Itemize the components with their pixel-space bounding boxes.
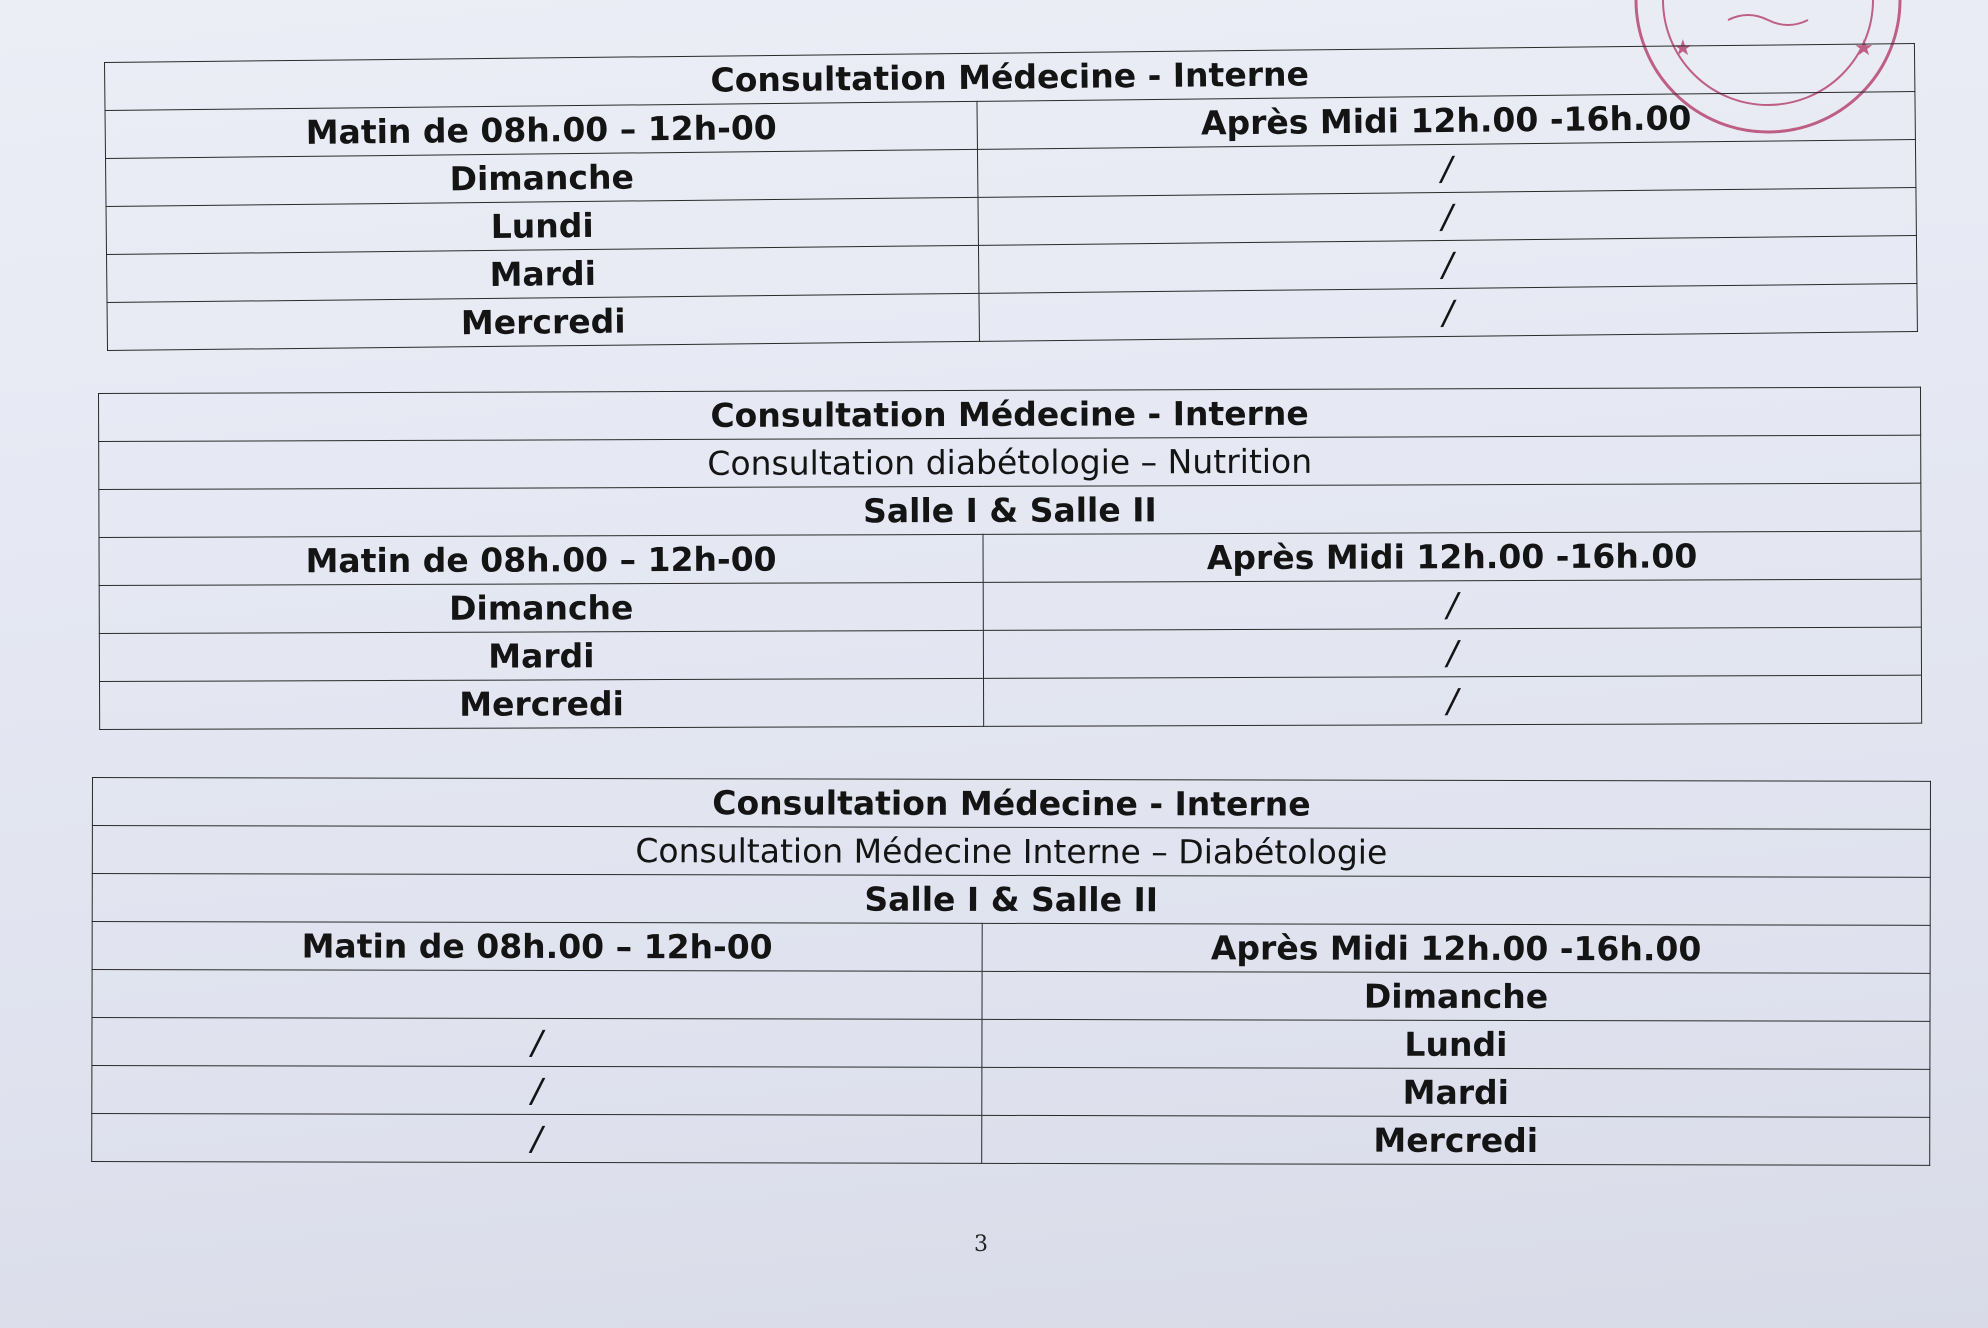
table-row bbox=[99, 627, 1921, 681]
cell-morning bbox=[92, 970, 982, 1020]
cell-morning: Lundi bbox=[106, 197, 978, 254]
header-morning: Matin de 08h.00 – 12h-00 bbox=[105, 101, 977, 158]
table-row bbox=[92, 1066, 1930, 1118]
table-rooms: Salle I & Salle II bbox=[99, 483, 1921, 537]
table-rooms-row bbox=[99, 483, 1921, 537]
table-row bbox=[92, 970, 1930, 1022]
schedule-table-2 bbox=[98, 387, 1922, 730]
cell-morning: Dimanche bbox=[106, 149, 978, 206]
table-header-row bbox=[92, 922, 1930, 974]
svg-text:★: ★ bbox=[1854, 36, 1874, 61]
schedule-table-3 bbox=[91, 777, 1931, 1166]
table-subtitle: Consultation Médecine Interne – Diabétologie bbox=[92, 826, 1930, 878]
header-afternoon: Après Midi 12h.00 -16h.00 bbox=[977, 92, 1915, 150]
table-header-row bbox=[99, 531, 1921, 585]
cell-morning: / bbox=[92, 1066, 982, 1116]
cell-morning: Mercredi bbox=[100, 678, 984, 729]
table-subtitle-row bbox=[92, 826, 1930, 878]
page-number: 3 bbox=[974, 1232, 988, 1257]
cell-afternoon: Lundi bbox=[982, 1019, 1930, 1069]
cell-morning: / bbox=[92, 1114, 982, 1164]
header-afternoon: Après Midi 12h.00 -16h.00 bbox=[983, 531, 1921, 582]
table-subtitle: Consultation diabétologie – Nutrition bbox=[99, 435, 1921, 489]
cell-afternoon: Mardi bbox=[982, 1067, 1930, 1117]
cell-afternoon: / bbox=[984, 675, 1922, 726]
cell-afternoon: Dimanche bbox=[982, 971, 1930, 1021]
header-morning: Matin de 08h.00 – 12h-00 bbox=[92, 922, 982, 972]
table-title: Consultation Médecine - Interne bbox=[99, 387, 1921, 441]
table-title: Consultation Médecine - Interne bbox=[92, 778, 1930, 830]
cell-afternoon: / bbox=[983, 627, 1921, 678]
cell-morning: / bbox=[92, 1018, 982, 1068]
cell-afternoon: Mercredi bbox=[982, 1115, 1930, 1165]
table-title-row bbox=[92, 778, 1930, 830]
cell-morning: Mardi bbox=[99, 630, 983, 681]
header-morning: Matin de 08h.00 – 12h-00 bbox=[99, 534, 983, 585]
table-row bbox=[99, 579, 1921, 633]
cell-afternoon: / bbox=[978, 188, 1916, 246]
cell-afternoon: / bbox=[983, 579, 1921, 630]
table-title: Consultation Médecine - Interne bbox=[105, 44, 1915, 111]
cell-afternoon: / bbox=[977, 140, 1915, 198]
cell-afternoon: / bbox=[979, 284, 1917, 342]
cell-morning: Mardi bbox=[107, 245, 979, 302]
cell-morning: Mercredi bbox=[107, 293, 979, 350]
table-title-row bbox=[99, 387, 1921, 441]
schedule-table-1 bbox=[104, 43, 1918, 351]
table-row bbox=[92, 1114, 1930, 1166]
table-rooms: Salle I & Salle II bbox=[92, 874, 1930, 926]
table-row bbox=[92, 1018, 1930, 1070]
cell-afternoon: / bbox=[978, 236, 1916, 294]
cell-morning: Dimanche bbox=[99, 582, 983, 633]
table-subtitle-row bbox=[99, 435, 1921, 489]
header-afternoon: Après Midi 12h.00 -16h.00 bbox=[982, 923, 1930, 973]
svg-text:★: ★ bbox=[1673, 36, 1693, 61]
table-row bbox=[100, 675, 1922, 729]
table-rooms-row bbox=[92, 874, 1930, 926]
